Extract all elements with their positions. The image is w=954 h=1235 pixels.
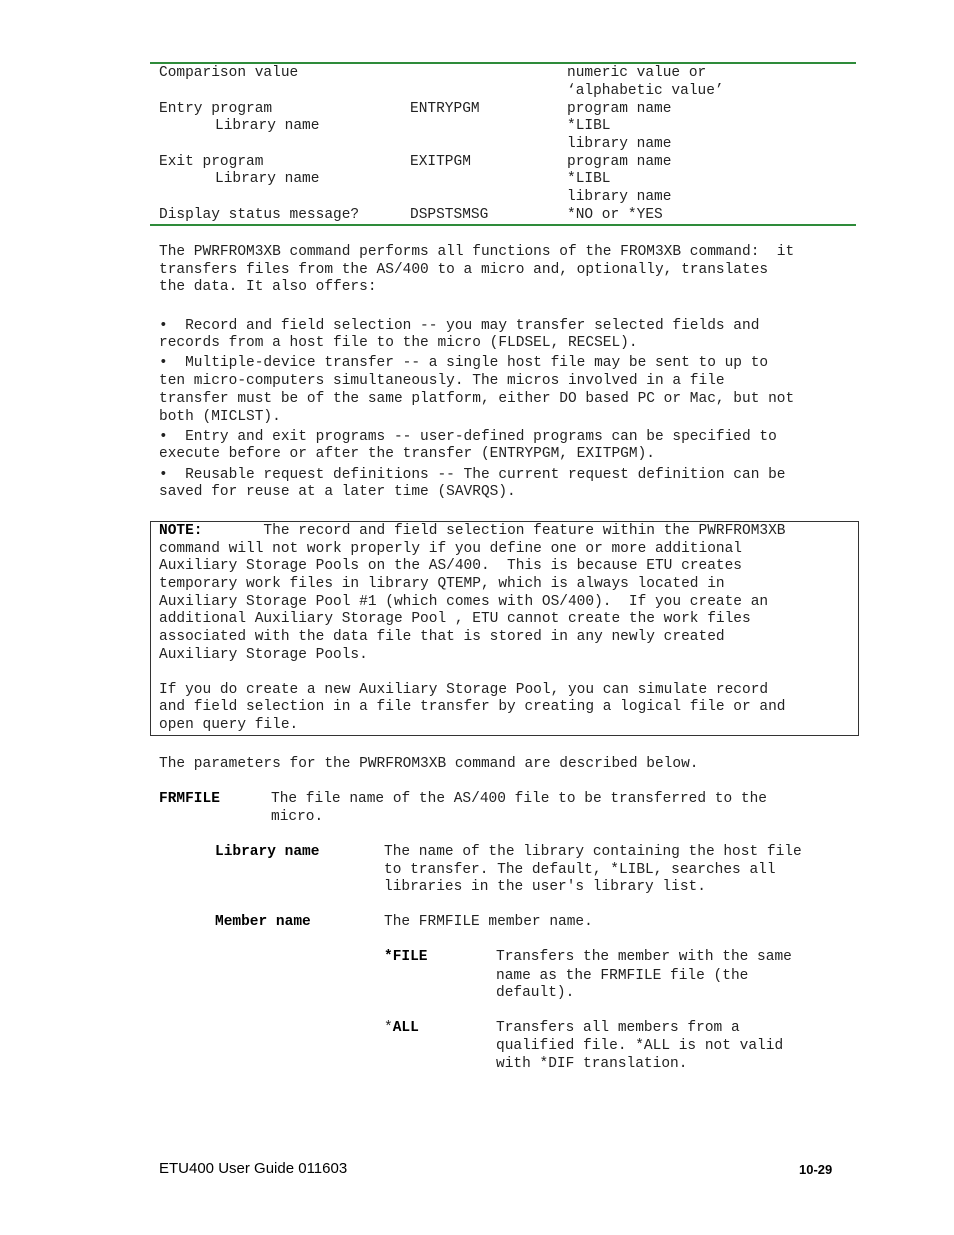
table-row-label: Entry program xyxy=(159,101,273,117)
table-row-label: Library name xyxy=(215,118,320,134)
page-number: 10-29 xyxy=(799,1162,833,1177)
table-row-label: Display status message? xyxy=(159,207,360,223)
bullet-line: transfer must be of the same platform, either DO based PC or Mac, but not xyxy=(159,391,795,407)
bullet-line: ten micro-computers simultaneously. The micros involved in a file xyxy=(159,373,725,389)
table-row-value: program name xyxy=(567,101,672,117)
note-line: Auxiliary Storage Pools on the AS/400. This is because ETU creates xyxy=(159,558,742,574)
table-row-label: Library name xyxy=(215,171,320,187)
note-line: associated with the data file that is stored in any newly created xyxy=(159,629,725,645)
option-all-label: ALL xyxy=(392,1020,419,1036)
table-top-rule xyxy=(150,62,856,64)
table-row-value: *LIBL xyxy=(567,118,611,134)
bullet-line: • Multiple-device transfer -- a single host file may be sent to up to xyxy=(159,355,769,371)
note-first-line xyxy=(159,523,786,541)
note-line: Auxiliary Storage Pool #1 (which comes with OS/400). If you create an xyxy=(159,594,769,610)
library-name-term: Library name xyxy=(215,844,320,860)
option-all-term xyxy=(384,1020,419,1038)
note-line: If you do create a new Auxiliary Storage Pool, you can simulate record xyxy=(159,682,769,698)
bullet-line: execute before or after the transfer (ENTRYPGM, EXITPGM). xyxy=(159,446,655,462)
option-all-desc-line: qualified file. *ALL is not valid xyxy=(496,1038,784,1054)
library-name-desc-line: libraries in the user's library list. xyxy=(384,879,706,895)
note-line: open query file. xyxy=(159,717,299,733)
table-row-keyword: EXITPGM xyxy=(410,154,471,170)
frmfile-desc-line: The file name of the AS/400 file to be transferred to the xyxy=(271,791,767,807)
option-all-prefix: * xyxy=(384,1020,393,1036)
table-row-label: Comparison value xyxy=(159,65,299,81)
table-row-keyword: ENTRYPGM xyxy=(410,101,480,117)
table-row-label: Exit program xyxy=(159,154,264,170)
bullet-line: records from a host file to the micro (FLDSEL, RECSEL). xyxy=(159,335,638,351)
option-file-desc-line: name as the FRMFILE file (the xyxy=(496,968,749,984)
note-line: additional Auxiliary Storage Pool , ETU cannot create the work files xyxy=(159,611,751,627)
footer-title: ETU400 User Guide 011603 xyxy=(159,1160,348,1177)
table-row-value: *LIBL xyxy=(567,171,611,187)
table-row-keyword: DSPSTSMSG xyxy=(410,207,489,223)
member-name-term: Member name xyxy=(215,914,311,930)
option-all-desc-line: with *DIF translation. xyxy=(496,1056,688,1072)
note-line: command will not work properly if you define one or more additional xyxy=(159,541,742,557)
frmfile-desc-line: micro. xyxy=(271,809,324,825)
note-line: Auxiliary Storage Pools. xyxy=(159,647,368,663)
table-row-value: library name xyxy=(567,189,672,205)
intro-line: The PWRFROM3XB command performs all functions of the FROM3XB command: it xyxy=(159,244,795,260)
member-name-desc: The FRMFILE member name. xyxy=(384,914,593,930)
library-name-desc-line: to transfer. The default, *LIBL, searches all xyxy=(384,862,776,878)
note-line: and field selection in a file transfer by creating a logical file or and xyxy=(159,699,786,715)
table-row-value: ‘alphabetic value’ xyxy=(567,83,724,99)
option-file-desc-line: Transfers the member with the same xyxy=(496,949,792,965)
note-line: temporary work files in library QTEMP, which is always located in xyxy=(159,576,725,592)
bullet-line: • Record and field selection -- you may transfer selected fields and xyxy=(159,318,760,334)
bullet-line: both (MICLST). xyxy=(159,409,281,425)
bullet-line: • Reusable request definitions -- The current request definition can be xyxy=(159,467,786,483)
table-row-value: program name xyxy=(567,154,672,170)
parameters-intro: The parameters for the PWRFROM3XB command are described below. xyxy=(159,756,699,772)
library-name-desc-line: The name of the library containing the host file xyxy=(384,844,802,860)
table-row-value: library name xyxy=(567,136,672,152)
option-file-term: *FILE xyxy=(384,949,428,965)
intro-line: transfers files from the AS/400 to a micro and, optionally, translates xyxy=(159,262,769,278)
bullet-line: saved for reuse at a later time (SAVRQS). xyxy=(159,484,516,500)
option-all-desc-line: Transfers all members from a xyxy=(496,1020,740,1036)
option-file-desc-line: default). xyxy=(496,985,575,1001)
table-bottom-rule xyxy=(150,224,856,226)
frmfile-term: FRMFILE xyxy=(159,791,220,807)
note-label: NOTE: xyxy=(159,523,203,539)
intro-line: the data. It also offers: xyxy=(159,279,377,295)
bullet-line: • Entry and exit programs -- user-defined programs can be specified to xyxy=(159,429,777,445)
table-row-value: numeric value or xyxy=(567,65,707,81)
table-row-value: *NO or *YES xyxy=(567,207,663,223)
note-text: The record and field selection feature within the PWRFROM3XB xyxy=(202,523,786,539)
